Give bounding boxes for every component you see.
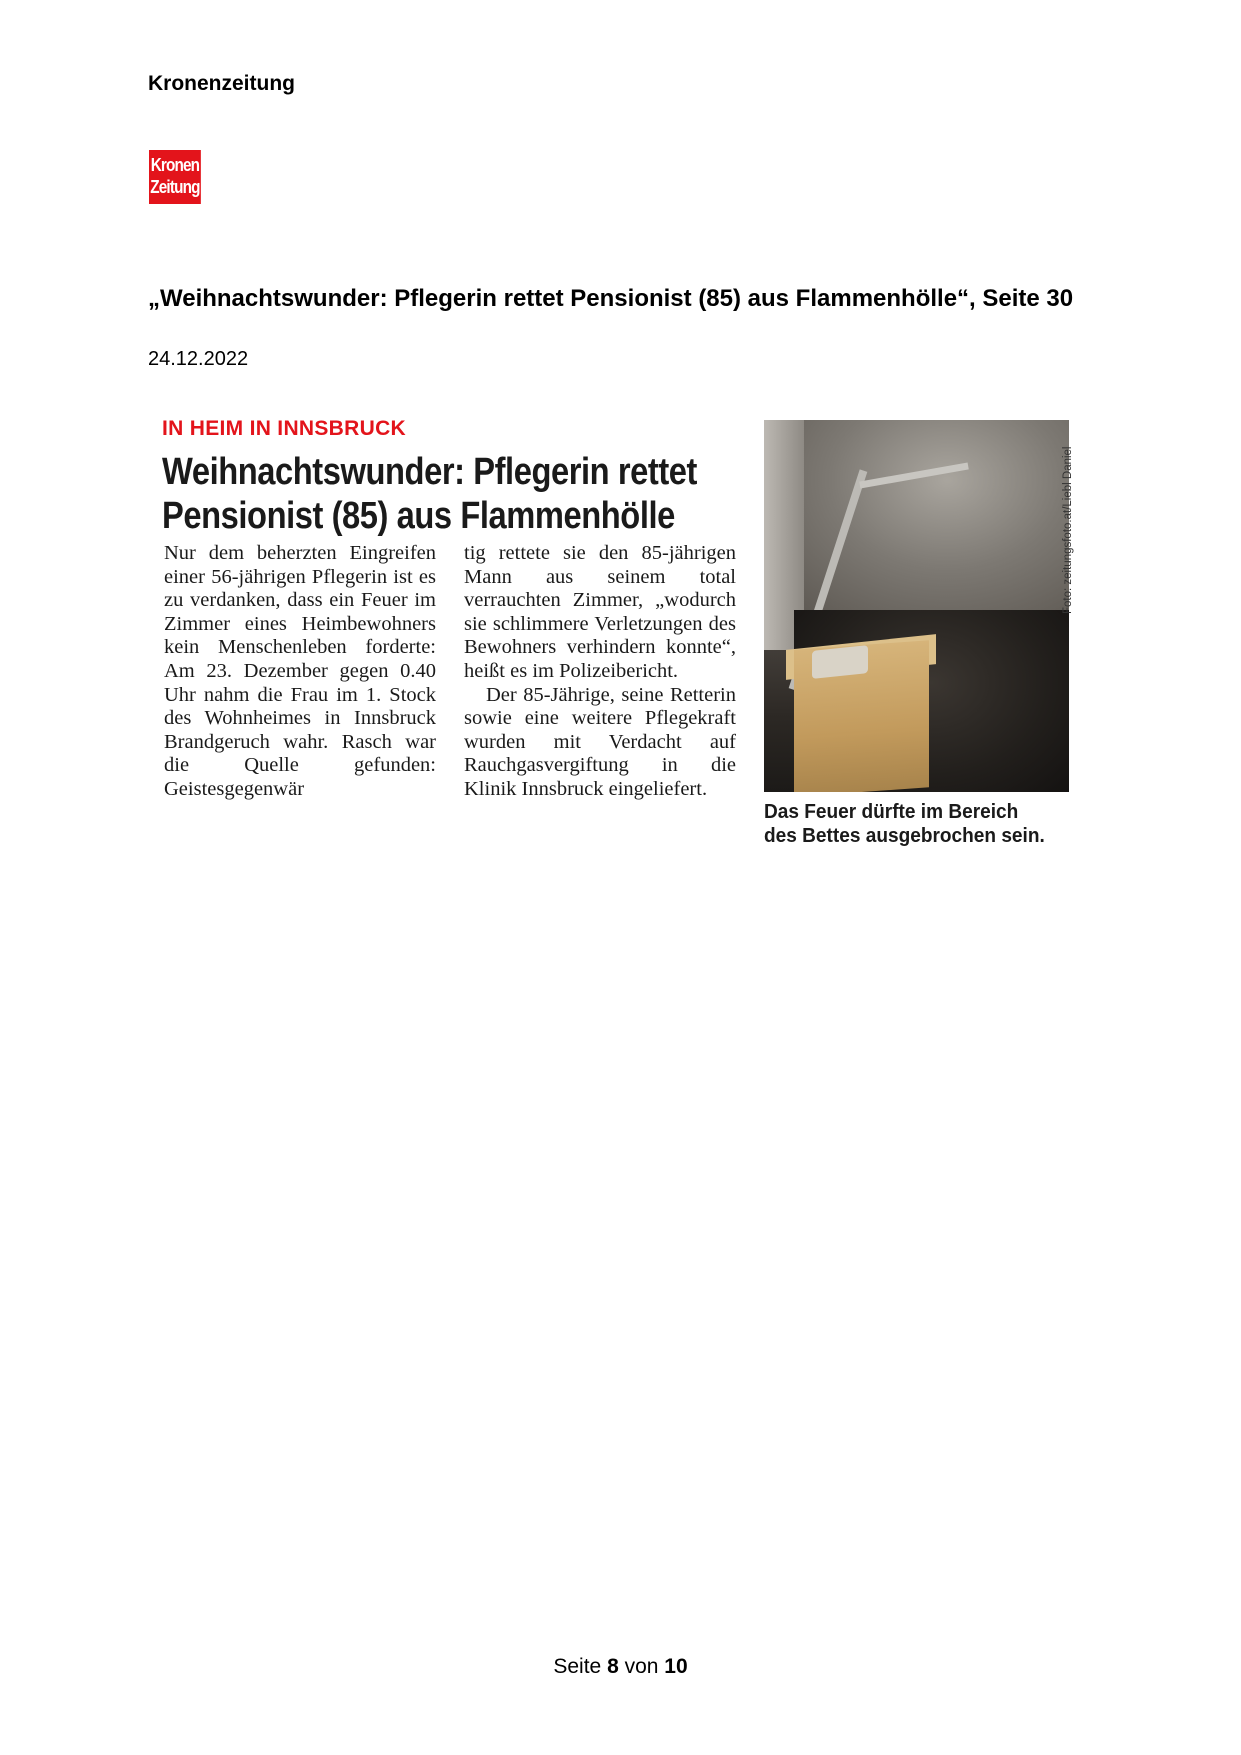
document-title: „Weihnachtswunder: Pflegerin rettet Pensionist (85) aus Flammenhölle“, Seite 30 bbox=[148, 285, 1074, 312]
article-column-2 bbox=[464, 542, 736, 802]
page-separator: von bbox=[624, 1655, 659, 1678]
photo-caption: Das Feuer dürfte im Bereich des Bettes ausgebrochen sein. bbox=[764, 800, 1045, 847]
page-number bbox=[0, 1655, 1241, 1679]
photo-credit: Foto: zeitungsfoto.at/Liebl Daniel bbox=[1062, 446, 1074, 614]
page-label: Seite bbox=[553, 1655, 602, 1678]
total-pages: 10 bbox=[664, 1655, 688, 1678]
burned-room-photo bbox=[764, 420, 1069, 792]
article-paragraph: tig rettete sie den 85-jährigen Mann aus seinem total verrauchten Zimmer, „wodurch sie schlimmere Verletzungen des Bewohners verhindern konnte“, heißt es im Polizeibericht. bbox=[464, 542, 736, 682]
newspaper-clipping bbox=[150, 410, 1080, 860]
article-headline: Weihnachtswunder: Pflegerin rettet Pensionist (85) aus Flammenhölle bbox=[162, 451, 697, 537]
article-column-1 bbox=[164, 542, 436, 802]
article-paragraph: Nur dem beherzten Eingreifen einer 56-jährigen Pflegerin ist es zu verdanken, dass ein Feuer im Zimmer eines Heimbewohners kein Menschenleben forderte: Am 23. Dezember gegen 0.40 Uhr nahm die Frau im 1. Stock des Wohnheimes in Innsbruck Brandgeruch wahr. Rasch war die Quelle gefunden: Geistesgegenwär bbox=[164, 542, 436, 800]
current-page: 8 bbox=[607, 1655, 619, 1678]
article-paragraph: Der 85-Jährige, seine Retterin sowie eine weitere Pflegekraft wurden mit Verdacht auf Rauchgasvergiftung in die Klinik Innsbruck eingeliefert. bbox=[464, 683, 736, 800]
publisher-name: Kronenzeitung bbox=[148, 72, 295, 95]
logo-line-1: Kronen bbox=[150, 155, 200, 175]
document-date: 24.12.2022 bbox=[148, 348, 249, 370]
logo-line-2: Zeitung bbox=[150, 177, 200, 197]
kronen-zeitung-logo bbox=[149, 150, 201, 204]
article-kicker: IN HEIM IN INNSBRUCK bbox=[162, 417, 407, 440]
